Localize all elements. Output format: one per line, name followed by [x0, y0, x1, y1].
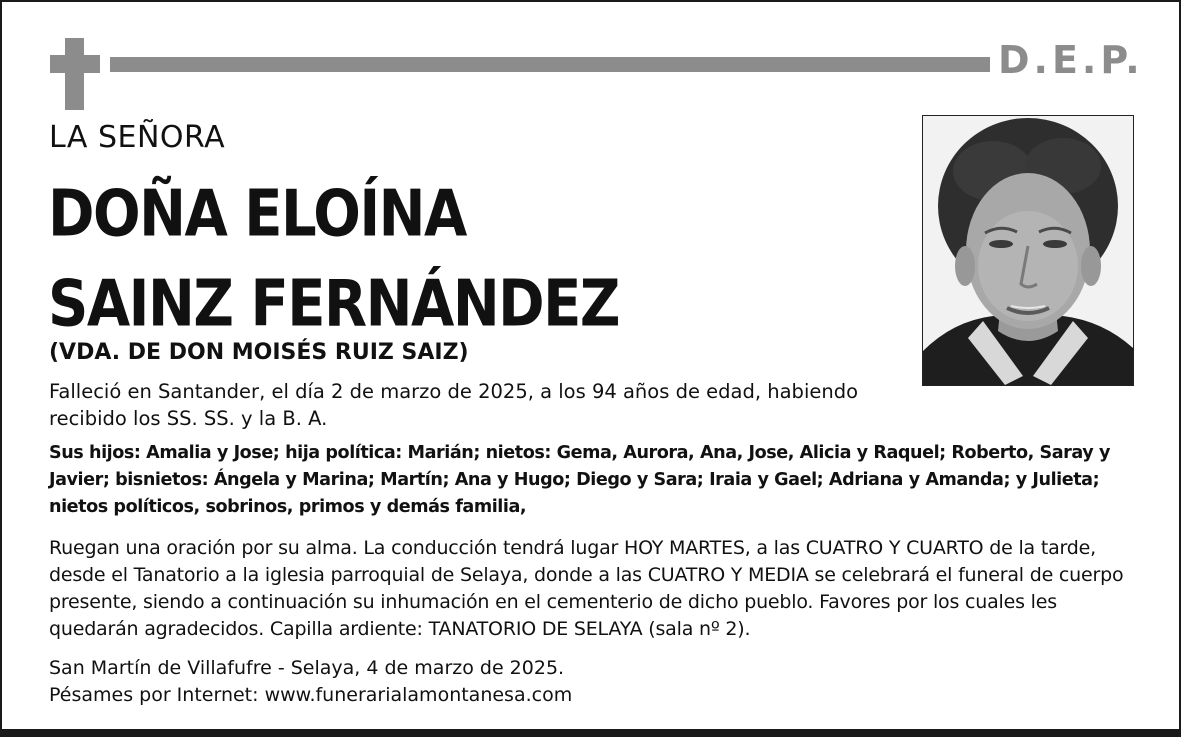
deceased-name: [48, 170, 619, 349]
name-line-2: SAINZ FERNÁNDEZ: [48, 266, 620, 342]
portrait-photo: [922, 115, 1134, 386]
bottom-border: [2, 729, 1179, 735]
family-paragraph: Sus hijos: Amalia y Jose; hija política: Marián; nietos: Gema, Aurora, Ana, Jose, Alicia y Raquel; Roberto, Saray y Javier; bisnietos: Ángela y Marina; Martín; Ana y Hugo; Diego y Sara; Iraia y Gael; Adriana y Amanda; y Julieta; nietos políticos, sobrinos, primos y demás familia,: [49, 443, 1110, 517]
widow-line: (VDA. DE DON MOISÉS RUIZ SAIZ): [49, 340, 469, 365]
condolences-line: Pésames por Internet: www.funerarialamontanesa.com: [49, 684, 573, 706]
portrait-icon: [923, 116, 1133, 385]
header-rule: [110, 57, 990, 72]
name-line-1: DOÑA ELOÍNA: [48, 176, 466, 252]
ceremony-paragraph: Ruegan una oración por su alma. La conducción tendrá lugar HOY MARTES, a las CUATRO Y CUARTO de la tarde, desde el Tanatorio a la iglesia parroquial de Selaya, donde a las CUATRO Y MEDIA se celebrará el funeral de cuerpo presente, siendo a continuación su inhumación en el cementerio de dicho pueblo. Favores por los cuales les quedarán agradecidos. Capilla ardiente: TANATORIO DE SELAYA (sala nº 2).: [49, 537, 1124, 640]
title-label: LA SEÑORA: [49, 120, 226, 155]
death-paragraph: Falleció en Santander, el día 2 de marzo de 2025, a los 94 años de edad, habiendo recibido los SS. SS. y la B. A.: [49, 380, 859, 430]
dep-heading: D.E.P.: [998, 38, 1144, 82]
place-date-line: San Martín de Villafufre - Selaya, 4 de marzo de 2025.: [49, 657, 565, 679]
cross-icon: [50, 38, 100, 110]
